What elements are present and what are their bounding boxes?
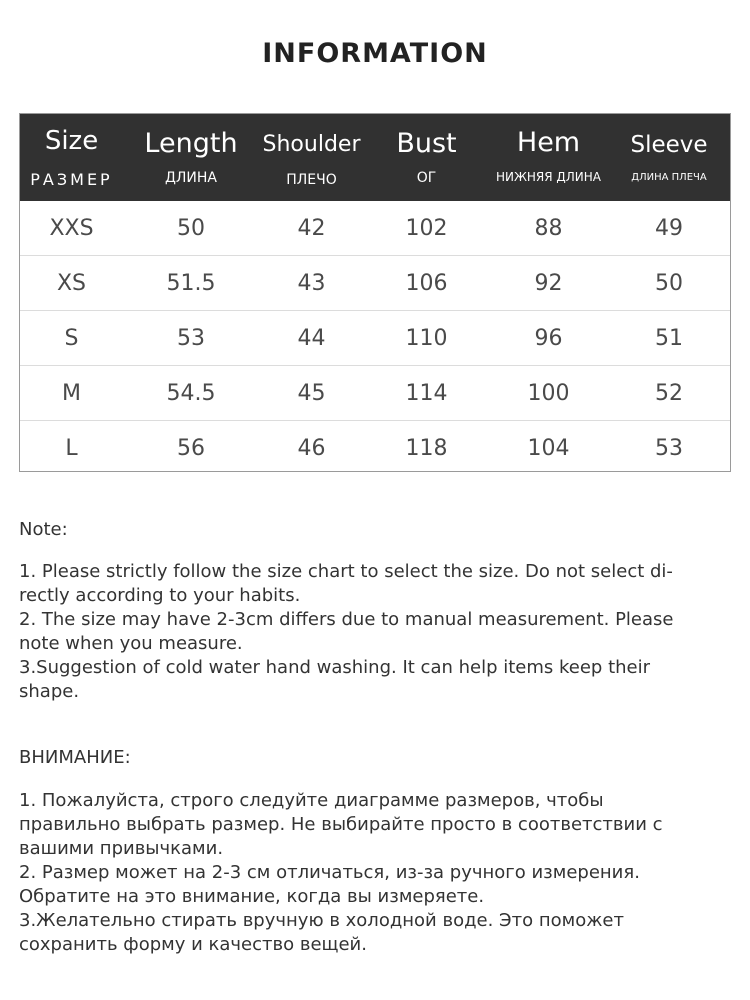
note-heading: Note:: [19, 519, 68, 540]
cell-length: 54.5: [166, 381, 216, 406]
header-hem: [489, 114, 608, 201]
cell-shoulder: 44: [297, 326, 326, 351]
cell-length: 53: [177, 326, 205, 351]
header-sleeve: [608, 114, 730, 201]
attention-line: 2. Размер может на 2-3 см отличаться, из-за ручного измерения.: [19, 862, 640, 883]
cell-bust: 102: [405, 216, 448, 241]
cell-shoulder: 43: [297, 271, 326, 296]
cell-sleeve: 50: [655, 271, 683, 296]
table-row: [20, 256, 730, 311]
header-size: [20, 114, 123, 201]
cell-shoulder: 46: [297, 436, 326, 461]
cell-size: S: [64, 326, 79, 351]
note-line: note when you measure.: [19, 633, 243, 654]
cell-hem: 100: [527, 381, 570, 406]
cell-size: XXS: [49, 216, 94, 241]
header-shoulder: [259, 114, 364, 201]
cell-hem: 96: [534, 326, 563, 351]
cell-bust: 110: [405, 326, 448, 351]
table-row: [20, 311, 730, 366]
cell-sleeve: 51: [655, 326, 683, 351]
header-length-label: Length: [144, 128, 238, 159]
attention-line: Обратите на это внимание, когда вы измеряете.: [19, 886, 485, 907]
attention-line: вашими привычками.: [19, 838, 224, 859]
table-row: [20, 421, 730, 476]
table-row: [20, 201, 730, 256]
header-sleeve-label: Sleeve: [630, 132, 708, 158]
cell-hem: 88: [534, 216, 563, 241]
cell-size: XS: [56, 271, 87, 296]
note-line: 3.Suggestion of cold water hand washing. It can help items keep their: [19, 657, 651, 678]
attention-line: сохранить форму и качество вещей.: [19, 934, 367, 955]
header-size-sublabel: РАЗМЕР: [30, 170, 113, 189]
header-length: [123, 114, 259, 201]
cell-shoulder: 45: [297, 381, 326, 406]
cell-shoulder: 42: [297, 216, 326, 241]
cell-length: 50: [177, 216, 205, 241]
header-bust-label: Bust: [396, 128, 457, 159]
cell-hem: 92: [534, 271, 563, 296]
attention-line: 1. Пожалуйста, строго следуйте диаграмме размеров, чтобы: [19, 790, 604, 811]
header-hem-sublabel: НИЖНЯЯ ДЛИНА: [495, 170, 602, 184]
cell-length: 51.5: [166, 271, 216, 296]
cell-sleeve: 52: [655, 381, 683, 406]
page-title: INFORMATION: [262, 38, 488, 69]
cell-sleeve: 53: [655, 436, 683, 461]
attention-body: [19, 789, 739, 957]
attention-heading: ВНИМАНИЕ:: [19, 747, 131, 768]
note-line: 1. Please strictly follow the size chart to select the size. Do not select di-: [19, 561, 673, 582]
cell-size: M: [62, 381, 81, 406]
table-header: [20, 114, 730, 201]
cell-size: L: [65, 436, 78, 461]
header-length-sublabel: ДЛИНА: [164, 170, 218, 186]
cell-hem: 104: [527, 436, 570, 461]
cell-length: 56: [177, 436, 205, 461]
header-bust: [364, 114, 489, 201]
table-row: [20, 366, 730, 421]
header-shoulder-label: Shoulder: [262, 132, 361, 157]
note-line: rectly according to your habits.: [19, 585, 301, 606]
cell-bust: 106: [405, 271, 448, 296]
cell-sleeve: 49: [655, 216, 683, 241]
header-size-label: Size: [44, 126, 99, 156]
note-line: shape.: [19, 681, 80, 702]
header-shoulder-sublabel: ПЛЕЧО: [286, 172, 337, 188]
cell-bust: 118: [405, 436, 448, 461]
size-chart-table: [19, 113, 731, 472]
note-body: [19, 560, 739, 704]
header-bust-sublabel: ОГ: [416, 170, 437, 186]
attention-line: правильно выбрать размер. Не выбирайте просто в соответствии с: [19, 814, 663, 835]
note-line: 2. The size may have 2-3cm differs due to manual measurement. Please: [19, 609, 674, 630]
cell-bust: 114: [405, 381, 448, 406]
attention-line: 3.Желательно стирать вручную в холодной воде. Это поможет: [19, 910, 624, 931]
header-hem-label: Hem: [516, 127, 581, 158]
header-sleeve-sublabel: ДЛИНА ПЛЕЧА: [631, 172, 707, 183]
